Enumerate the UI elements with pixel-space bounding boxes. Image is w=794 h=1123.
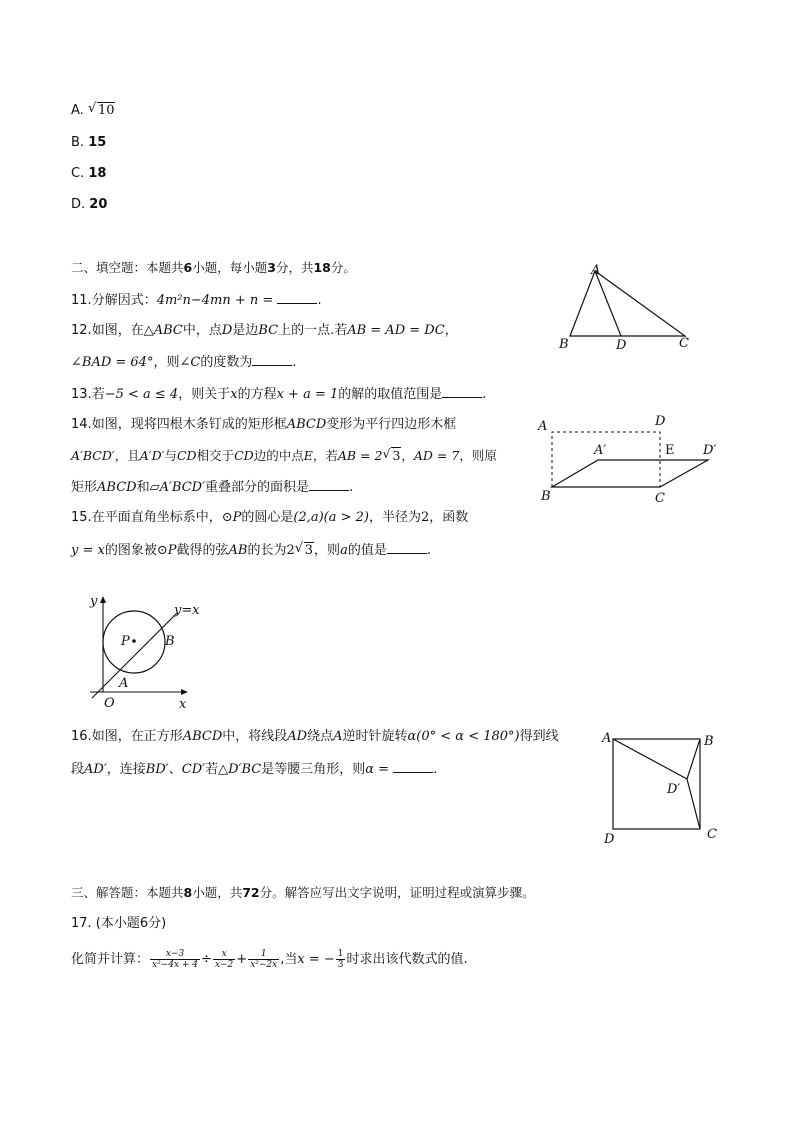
question-17-title: 17. (本小题6分) bbox=[71, 916, 167, 931]
label-o: O bbox=[104, 696, 115, 711]
question-11: 11.分解因式：4m²n−4mn + n = . bbox=[71, 293, 322, 308]
option-a bbox=[71, 102, 115, 120]
figure-q14-parallelogram bbox=[535, 410, 730, 510]
fraction: $\frac{1}{\text{x²−2x}}$ bbox=[250, 949, 278, 970]
label-d: D bbox=[604, 832, 615, 847]
question-15-line1: 15.在平面直角坐标系中，⊙P的圆心是(2,a)(a > 2)，半径为2，函数 bbox=[71, 510, 469, 525]
line-y-equals-x bbox=[92, 613, 177, 698]
option-a-letter: A. bbox=[71, 103, 84, 118]
fraction: $\frac{x}{x-2}$ bbox=[214, 949, 234, 970]
option-d: D. 20 bbox=[71, 197, 108, 212]
section2-header: 二、填空题：本题共6小题，每小题3分，共18分。 bbox=[71, 260, 356, 275]
answer-blank[interactable] bbox=[252, 353, 292, 366]
option-c: C. 18 bbox=[71, 166, 107, 181]
parallelogram bbox=[552, 460, 708, 487]
answer-blank[interactable] bbox=[442, 385, 482, 398]
label-d-prime: D′ bbox=[667, 782, 681, 797]
label-a: A bbox=[119, 676, 129, 691]
label-e: E bbox=[665, 443, 675, 458]
question-15-line2: y = x的图象被⊙P截得的弦AB的长为2 √ 3，则a的值是 . bbox=[71, 541, 431, 558]
sqrt-10: √ 10 bbox=[87, 101, 115, 118]
fraction: $\frac{x-3}{\text{x²−4x + 4}}$ bbox=[152, 949, 199, 970]
center-point bbox=[132, 639, 136, 643]
question-16-line2: 段AD′，连接BD′、CD′若△D′BC是等腰三角形，则α = . bbox=[71, 762, 438, 777]
label-b: B bbox=[165, 634, 175, 649]
question-14-line1: 14.如图，现将四根木条钉成的矩形框ABCD变形为平行四边形木框 bbox=[71, 417, 457, 432]
label-b: B bbox=[559, 337, 569, 352]
label-c: C bbox=[679, 336, 689, 351]
segment-bd-prime bbox=[687, 739, 700, 779]
label-d-prime: D′ bbox=[703, 443, 717, 458]
label-a: A bbox=[538, 419, 548, 434]
option-b: B. 15 bbox=[71, 135, 107, 150]
x-axis-arrow bbox=[181, 689, 188, 695]
label-b: B bbox=[704, 734, 714, 749]
section3-header: 三、解答题：本题共8小题，共72分。解答应写出文字说明，证明过程或演算步骤。 bbox=[71, 885, 535, 900]
label-line: y=x bbox=[174, 603, 200, 618]
figure-q16-square bbox=[595, 725, 730, 850]
label-a-prime: A′ bbox=[594, 443, 607, 458]
label-p: P bbox=[121, 634, 130, 649]
question-14-line2: A′BCD′，且A′D′与CD相交于CD边的中点E，若AB = 2 √ 3，AD = 7，则原 bbox=[71, 446, 497, 463]
answer-blank[interactable] bbox=[387, 541, 427, 554]
label-y: y bbox=[90, 594, 98, 609]
segment-cd-prime bbox=[687, 779, 700, 829]
answer-blank[interactable] bbox=[309, 478, 349, 491]
triangle-abc bbox=[570, 271, 685, 336]
square-abcd bbox=[613, 739, 700, 829]
question-12-line1: 12.如图，在△ABC中，点D是边BC上的一点.若AB = AD = DC， bbox=[71, 323, 458, 338]
answer-blank[interactable] bbox=[393, 760, 433, 773]
y-axis-arrow bbox=[100, 596, 106, 603]
label-d: D bbox=[655, 414, 666, 429]
label-c: C bbox=[655, 491, 665, 506]
label-d: D bbox=[616, 338, 627, 353]
question-13: 13.若−5 < a ≤ 4，则关于x的方程x + a = 1的解的取值范围是 . bbox=[71, 387, 487, 402]
question-14-line3: 矩形ABCD和▱A′BCD′重叠部分的面积是 . bbox=[71, 480, 354, 495]
question-17-body: 化简并计算： $\frac{x-3}{\text{x²−4x + 4}}$ ÷ $\frac{x}{x-2}$ + $\frac{1}{\text{x²−2x}}$ ,当x = − $\frac{1}{3}$ 时求出该代数式的值. bbox=[71, 949, 468, 970]
answer-blank[interactable] bbox=[277, 291, 317, 304]
question-12-line2: ∠BAD = 64°，则∠C的度数为 . bbox=[71, 355, 297, 370]
figure-q15-circle bbox=[82, 590, 207, 715]
label-a: A bbox=[591, 263, 601, 278]
fraction: $\frac{1}{3}$ bbox=[337, 949, 344, 970]
label-c: C bbox=[707, 827, 717, 842]
label-x: x bbox=[179, 697, 187, 712]
segment-ad-prime bbox=[613, 739, 687, 779]
label-b: B bbox=[541, 489, 551, 504]
question-16-line1: 16.如图，在正方形ABCD中，将线段AD绕点A逆时针旋转α(0° < α < 180°)得到线 bbox=[71, 729, 559, 744]
label-a: A bbox=[602, 731, 612, 746]
figure-q12-triangle bbox=[555, 260, 700, 355]
